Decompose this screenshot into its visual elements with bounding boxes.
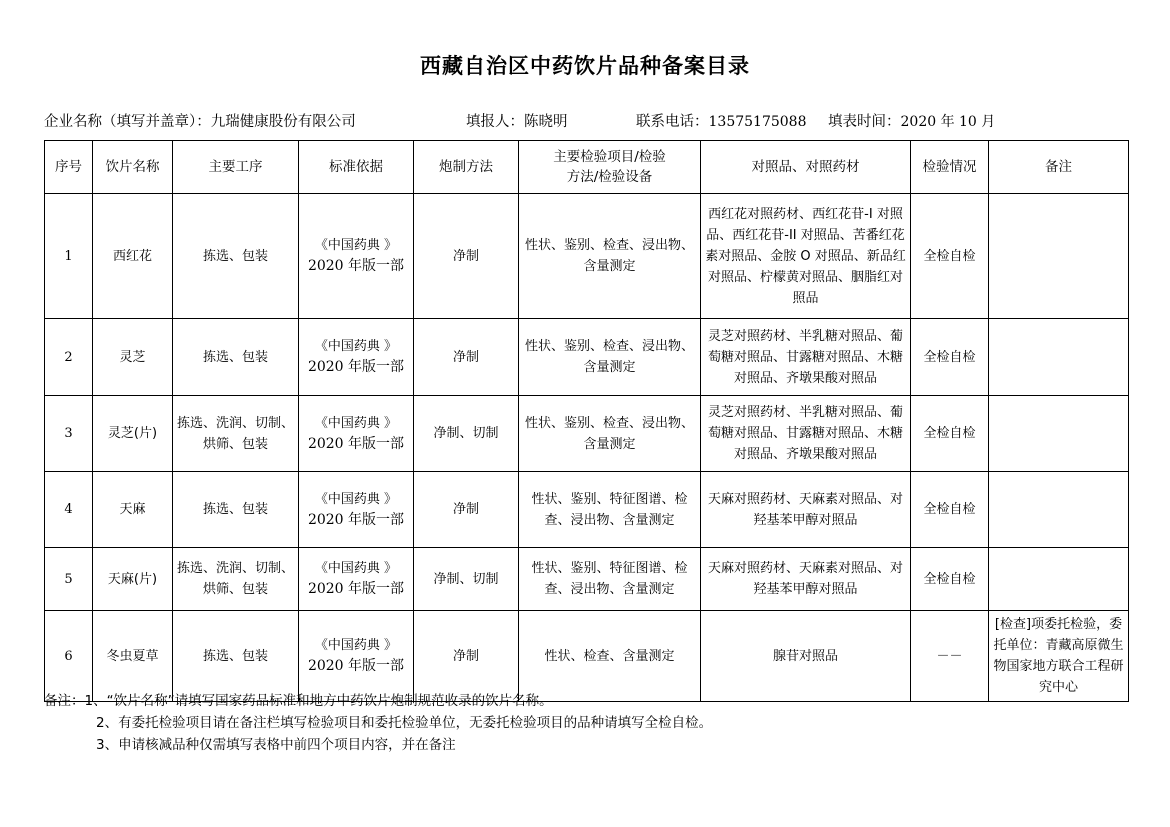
header-info-bar bbox=[44, 110, 1129, 134]
cell-standard-line2: 2020 年版一部 bbox=[307, 581, 405, 597]
footer-note-1: 备注：1、“饮片名称”请填写国家药品标准和地方中药饮片炮制规范收录的饮片名称。 bbox=[44, 693, 553, 709]
cell-standard-line1: 《中国药典 》 bbox=[314, 561, 398, 576]
cell-standard-line1: 《中国药典 》 bbox=[314, 339, 398, 354]
cell-standard bbox=[299, 396, 414, 472]
cell-refs: 西红花对照药材、西红花苷-I 对照品、西红花苷-II 对照品、苦番红花素对照品、金胺 O 对照品、新品红对照品、柠檬黄对照品、胭脂红对照品 bbox=[701, 194, 911, 319]
cell-standard-line1: 《中国药典 》 bbox=[314, 638, 398, 653]
fill-date-field bbox=[828, 110, 995, 134]
cell-standard bbox=[299, 194, 414, 319]
column-header-method: 炮制方法 bbox=[414, 141, 519, 194]
reporter-value: 陈晓明 bbox=[524, 114, 568, 130]
cell-remark bbox=[989, 472, 1129, 548]
cell-name: 灵芝(片) bbox=[93, 396, 173, 472]
cell-remark bbox=[989, 194, 1129, 319]
company-name-field bbox=[44, 110, 356, 134]
cell-standard bbox=[299, 548, 414, 611]
phone-label: 联系电话： bbox=[636, 114, 709, 130]
cell-refs: 灵芝对照药材、半乳糖对照品、葡萄糖对照品、甘露糖对照品、木糖对照品、齐墩果酸对照品 bbox=[701, 396, 911, 472]
cell-condition: 全检自检 bbox=[911, 319, 989, 396]
cell-standard bbox=[299, 611, 414, 702]
footer-note-3: 3、申请核减品种仅需填写表格中前四个项目内容，并在备注 bbox=[96, 737, 456, 753]
cell-seq: 2 bbox=[45, 319, 93, 396]
company-name-label: 企业名称（填写并盖章）： bbox=[44, 114, 211, 130]
column-header-items-line1: 主要检验项目/检验 bbox=[553, 149, 666, 165]
cell-process: 拣选、包装 bbox=[173, 611, 299, 702]
cell-process: 拣选、包装 bbox=[173, 319, 299, 396]
cell-seq: 5 bbox=[45, 548, 93, 611]
cell-items: 性状、鉴别、检查、浸出物、含量测定 bbox=[519, 396, 701, 472]
phone-value: 13575175088 bbox=[708, 114, 807, 130]
cell-seq: 4 bbox=[45, 472, 93, 548]
phone-field bbox=[636, 110, 806, 134]
column-header-process: 主要工序 bbox=[173, 141, 299, 194]
cell-condition: 全检自检 bbox=[911, 194, 989, 319]
column-header-name: 饮片名称 bbox=[93, 141, 173, 194]
catalog-table bbox=[44, 140, 1129, 702]
column-header-items bbox=[519, 141, 701, 194]
cell-name: 冬虫夏草 bbox=[93, 611, 173, 702]
table-row bbox=[45, 611, 1129, 702]
table-header-row bbox=[45, 141, 1129, 194]
column-header-condition: 检验情况 bbox=[911, 141, 989, 194]
cell-process: 拣选、包装 bbox=[173, 194, 299, 319]
cell-standard-line1: 《中国药典 》 bbox=[314, 238, 398, 253]
reporter-label: 填报人： bbox=[466, 114, 524, 130]
cell-method: 净制 bbox=[414, 194, 519, 319]
cell-name: 天麻 bbox=[93, 472, 173, 548]
cell-seq: 3 bbox=[45, 396, 93, 472]
fill-date-value: 2020 年 10 月 bbox=[900, 114, 996, 130]
fill-date-label: 填表时间： bbox=[828, 114, 901, 130]
cell-condition: 全检自检 bbox=[911, 548, 989, 611]
cell-remark bbox=[989, 548, 1129, 611]
column-header-items-line2: 方法/检验设备 bbox=[566, 169, 653, 185]
column-header-standard: 标准依据 bbox=[299, 141, 414, 194]
cell-standard-line2: 2020 年版一部 bbox=[307, 435, 405, 452]
cell-refs: 腺苷对照品 bbox=[701, 611, 911, 702]
cell-name: 灵芝 bbox=[93, 319, 173, 396]
column-header-remark: 备注 bbox=[989, 141, 1129, 194]
cell-process: 拣选、包装 bbox=[173, 472, 299, 548]
table-row bbox=[45, 194, 1129, 319]
page-title: 西藏自治区中药饮片品种备案目录 bbox=[420, 54, 750, 78]
cell-seq: 6 bbox=[45, 611, 93, 702]
cell-process: 拣选、洗润、切制、烘筛、包装 bbox=[173, 396, 299, 472]
cell-remark bbox=[989, 319, 1129, 396]
cell-standard-line1: 《中国药典 》 bbox=[314, 491, 398, 507]
cell-standard-line2: 2020 年版一部 bbox=[307, 258, 405, 274]
cell-items: 性状、鉴别、特征图谱、检查、浸出物、含量测定 bbox=[519, 472, 701, 548]
cell-name: 西红花 bbox=[93, 194, 173, 319]
cell-method: 净制 bbox=[414, 611, 519, 702]
cell-method: 净制 bbox=[414, 319, 519, 396]
table-row bbox=[45, 548, 1129, 611]
column-header-refs: 对照品、对照药材 bbox=[701, 141, 911, 194]
cell-refs: 天麻对照药材、天麻素对照品、对羟基苯甲醇对照品 bbox=[701, 548, 911, 611]
cell-standard bbox=[299, 319, 414, 396]
cell-seq: 1 bbox=[45, 194, 93, 319]
cell-method: 净制、切制 bbox=[414, 548, 519, 611]
cell-refs: 灵芝对照药材、半乳糖对照品、葡萄糖对照品、甘露糖对照品、木糖对照品、齐墩果酸对照品 bbox=[701, 319, 911, 396]
cell-process: 拣选、洗润、切制、烘筛、包装 bbox=[173, 548, 299, 611]
cell-standard-line1: 《中国药典 》 bbox=[314, 415, 398, 431]
cell-refs: 天麻对照药材、天麻素对照品、对羟基苯甲醇对照品 bbox=[701, 472, 911, 548]
cell-items: 性状、鉴别、检查、浸出物、含量测定 bbox=[519, 194, 701, 319]
cell-name: 天麻(片) bbox=[93, 548, 173, 611]
cell-method: 净制 bbox=[414, 472, 519, 548]
cell-remark bbox=[989, 396, 1129, 472]
cell-condition: －－ bbox=[911, 611, 989, 702]
table-row bbox=[45, 472, 1129, 548]
cell-method: 净制、切制 bbox=[414, 396, 519, 472]
company-name-value: 九瑞健康股份有限公司 bbox=[210, 114, 356, 130]
column-header-seq: 序号 bbox=[45, 141, 93, 194]
table-row bbox=[45, 319, 1129, 396]
reporter-field bbox=[466, 110, 568, 134]
cell-items: 性状、鉴别、检查、浸出物、含量测定 bbox=[519, 319, 701, 396]
footer-notes bbox=[44, 690, 1134, 756]
cell-standard-line2: 2020 年版一部 bbox=[307, 359, 405, 375]
table-row bbox=[45, 396, 1129, 472]
cell-items: 性状、鉴别、特征图谱、检查、浸出物、含量测定 bbox=[519, 548, 701, 611]
cell-items: 性状、检查、含量测定 bbox=[519, 611, 701, 702]
cell-condition: 全检自检 bbox=[911, 396, 989, 472]
cell-condition: 全检自检 bbox=[911, 472, 989, 548]
cell-standard-line2: 2020 年版一部 bbox=[307, 511, 405, 528]
footer-note-2: 2、有委托检验项目请在备注栏填写检验项目和委托检验单位，无委托检验项目的品种请填写全检自检。 bbox=[96, 715, 713, 731]
cell-standard bbox=[299, 472, 414, 548]
cell-remark: [检查]项委托检验，委托单位：青藏高原微生物国家地方联合工程研究中心 bbox=[989, 611, 1129, 702]
cell-standard-line2: 2020 年版一部 bbox=[307, 658, 405, 674]
